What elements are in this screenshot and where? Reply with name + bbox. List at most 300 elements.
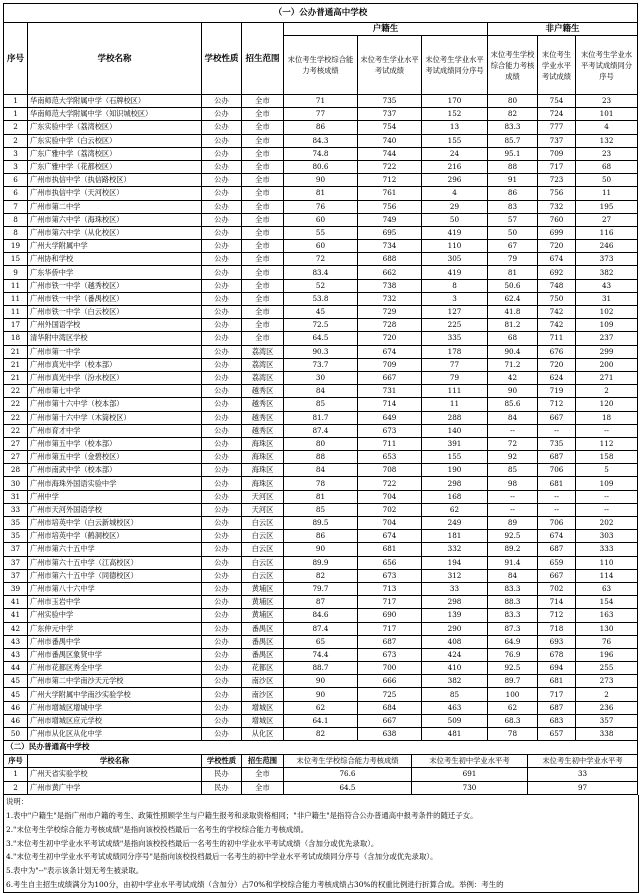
nonhuji-rank-cell: 200 (576, 358, 638, 371)
table-row (4, 226, 638, 239)
school-name-cell: 广州大学附属中学南沙实验学校 (28, 688, 202, 701)
nonhuji-score-cell: 711 (538, 332, 576, 345)
seq-cell: 1 (4, 108, 28, 121)
school-nature-cell: 公办 (202, 226, 242, 239)
huji-comp-cell: 74.4 (284, 648, 358, 661)
school-name-cell: 广州市真光中学（汾水校区） (28, 371, 202, 384)
huji-score-cell: 740 (358, 134, 422, 147)
school-name-cell: 广州市海珠外国语实验中学 (28, 477, 202, 490)
huji-rank-cell: 139 (422, 609, 488, 622)
seq-cell: 37 (4, 543, 28, 556)
table-row (4, 160, 638, 173)
school-nature-cell: 公办 (202, 424, 242, 437)
school-nature-cell: 公办 (202, 371, 242, 384)
school-name-cell: 广州市铁一中学（白云校区） (28, 306, 202, 319)
nonhuji-score-cell: 737 (538, 134, 576, 147)
huji-score-cell: 729 (358, 306, 422, 319)
nonhuji-comp-cell: 67 (488, 240, 538, 253)
school-nature-cell: 公办 (202, 530, 242, 543)
huji-comp-cell: 62 (284, 701, 358, 714)
seq-cell: 41 (4, 609, 28, 622)
public-school-table (3, 3, 638, 741)
huji-comp-cell: 72 (284, 253, 358, 266)
private-header-score: 末位考生初中学业水平考 (412, 754, 528, 768)
school-nature-cell: 公办 (202, 556, 242, 569)
huji-score-cell: 653 (358, 451, 422, 464)
nonhuji-comp-cell: 89 (488, 517, 538, 530)
table-row (4, 582, 638, 595)
table-row (4, 358, 638, 371)
nonhuji-comp-cell: 89.2 (488, 543, 538, 556)
nonhuji-comp-cell: 80 (488, 95, 538, 108)
huji-rank-cell: 190 (422, 464, 488, 477)
nonhuji-score-cell: 702 (538, 582, 576, 595)
huji-comp-cell: 64.5 (284, 332, 358, 345)
huji-score-cell: 674 (358, 345, 422, 358)
school-name-cell: 广州大学附属中学 (28, 240, 202, 253)
enroll-range-cell: 全市 (242, 187, 284, 200)
enroll-range-cell: 全市 (242, 95, 284, 108)
nonhuji-comp-cell: 90.4 (488, 345, 538, 358)
nonhuji-score-cell: 676 (538, 345, 576, 358)
huji-rank-cell: 391 (422, 437, 488, 450)
seq-cell: 15 (4, 253, 28, 266)
school-nature-cell: 公办 (202, 675, 242, 688)
nonhuji-score-cell: 683 (538, 714, 576, 727)
seq-cell: 6 (4, 174, 28, 187)
nonhuji-score-cell: 732 (538, 200, 576, 213)
table-row (4, 648, 638, 661)
huji-comp-cell: 83.4 (284, 266, 358, 279)
school-nature-cell: 公办 (202, 108, 242, 121)
enroll-range-cell: 荔湾区 (242, 345, 284, 358)
nonhuji-rank-cell: 120 (576, 398, 638, 411)
school-name-cell: 广州市培英中学（白云新城校区） (28, 517, 202, 530)
huji-rank-cell: 290 (422, 622, 488, 635)
seq-cell: 11 (4, 306, 28, 319)
huji-rank-cell: 11 (422, 398, 488, 411)
private-section-title: （二）民办普通高中学校 (4, 741, 638, 755)
nonhuji-comp-cell: 78 (488, 728, 538, 741)
huji-score-cell: 674 (358, 530, 422, 543)
school-nature-cell: 公办 (202, 279, 242, 292)
nonhuji-rank-cell: 110 (576, 556, 638, 569)
huji-comp-cell: 53.8 (284, 292, 358, 305)
notes-section (3, 795, 639, 893)
seq-cell: 46 (4, 714, 28, 727)
table-row (4, 675, 638, 688)
huji-comp-cell: 82 (284, 569, 358, 582)
huji-score-cell: 754 (358, 121, 422, 134)
school-nature-cell: 公办 (202, 596, 242, 609)
seq-cell: 27 (4, 437, 28, 450)
huji-rank-cell: 3 (422, 292, 488, 305)
school-name-cell: 广东广雅中学（花都校区） (28, 160, 202, 173)
nonhuji-comp-cell: 88 (488, 160, 538, 173)
seq-cell: 21 (4, 345, 28, 358)
nonhuji-score-cell: 748 (538, 279, 576, 292)
seq-cell: 31 (4, 490, 28, 503)
nonhuji-rank-cell: 299 (576, 345, 638, 358)
huji-score-cell: 687 (358, 635, 422, 648)
enroll-range-cell: 番禺区 (242, 622, 284, 635)
nonhuji-score-cell: 667 (538, 411, 576, 424)
nonhuji-rank-cell: 116 (576, 226, 638, 239)
nonhuji-rank-cell: 202 (576, 517, 638, 530)
huji-score-cell: 649 (358, 411, 422, 424)
huji-comp-cell: 60 (284, 213, 358, 226)
nonhuji-comp-cell: 50 (488, 226, 538, 239)
nonhuji-rank-cell: 5 (576, 464, 638, 477)
huji-comp-cell: 87.4 (284, 424, 358, 437)
nonhuji-rank-cell: 373 (576, 253, 638, 266)
nonhuji-score-cell: 720 (538, 240, 576, 253)
nonhuji-score-cell: -- (538, 503, 576, 516)
nonhuji-rank-cell: 338 (576, 728, 638, 741)
enroll-range-cell: 白云区 (242, 543, 284, 556)
school-nature-cell: 公办 (202, 701, 242, 714)
nonhuji-rank-cell: 63 (576, 582, 638, 595)
nonhuji-comp-cell: 71.2 (488, 358, 538, 371)
nonhuji-comp-cell: 83.3 (488, 609, 538, 622)
school-nature-cell: 公办 (202, 213, 242, 226)
enroll-range-cell: 海珠区 (242, 464, 284, 477)
huji-score-cell: 681 (358, 543, 422, 556)
nonhuji-rank-cell: 2 (576, 688, 638, 701)
table-row (4, 371, 638, 384)
nonhuji-rank-cell: 130 (576, 622, 638, 635)
private-school-name-cell: 广州市黄广中学 (28, 781, 202, 795)
nonhuji-rank-cell: -- (576, 503, 638, 516)
school-name-cell: 广州市花都区秀全中学 (28, 662, 202, 675)
huji-score-cell: 717 (358, 622, 422, 635)
nonhuji-score-cell: 687 (538, 451, 576, 464)
seq-cell: 2 (4, 134, 28, 147)
huji-comp-cell: 73.7 (284, 358, 358, 371)
nonhuji-score-cell: 742 (538, 306, 576, 319)
table-row (4, 530, 638, 543)
school-name-cell: 广州市第六十五中学（同德校区） (28, 569, 202, 582)
table-row (4, 95, 638, 108)
nonhuji-score-cell: 692 (538, 266, 576, 279)
notes-heading: 说明： (6, 797, 29, 807)
table-row (4, 569, 638, 582)
seq-cell: 39 (4, 582, 28, 595)
nonhuji-comp-cell: 92 (488, 451, 538, 464)
huji-score-cell: 673 (358, 569, 422, 582)
seq-cell: 46 (4, 701, 28, 714)
school-nature-cell: 公办 (202, 503, 242, 516)
enroll-range-cell: 全市 (242, 121, 284, 134)
nonhuji-score-cell: 724 (538, 108, 576, 121)
school-name-cell: 广州市第二中学南沙天元学校 (28, 675, 202, 688)
private-score-cell: 730 (412, 781, 528, 795)
private-table-body (4, 768, 638, 795)
nonhuji-score-cell: 742 (538, 319, 576, 332)
nonhuji-rank-cell: 333 (576, 543, 638, 556)
header-huji: 户籍生 (284, 23, 488, 36)
huji-rank-cell: 62 (422, 503, 488, 516)
nonhuji-score-cell: 709 (538, 147, 576, 160)
huji-score-cell: 756 (358, 200, 422, 213)
seq-cell: 50 (4, 728, 28, 741)
huji-rank-cell: 410 (422, 662, 488, 675)
nonhuji-score-cell: 712 (538, 609, 576, 622)
nonhuji-comp-cell: 85.6 (488, 398, 538, 411)
table-row (4, 345, 638, 358)
huji-rank-cell: 298 (422, 477, 488, 490)
huji-score-cell: 714 (358, 398, 422, 411)
private-header-nature: 学校性质 (202, 754, 242, 768)
nonhuji-comp-cell: 68.3 (488, 714, 538, 727)
seq-cell: 30 (4, 477, 28, 490)
huji-rank-cell: 225 (422, 319, 488, 332)
enroll-range-cell: 越秀区 (242, 424, 284, 437)
school-nature-cell: 公办 (202, 437, 242, 450)
table-row (4, 477, 638, 490)
huji-rank-cell: 29 (422, 200, 488, 213)
huji-rank-cell: 8 (422, 279, 488, 292)
nonhuji-comp-cell: 86 (488, 187, 538, 200)
huji-comp-cell: 60 (284, 240, 358, 253)
school-name-cell: 广州市第六中学（海珠校区） (28, 213, 202, 226)
nonhuji-rank-cell: 273 (576, 675, 638, 688)
huji-rank-cell: 24 (422, 147, 488, 160)
nonhuji-comp-cell: 57 (488, 213, 538, 226)
school-name-cell: 广州市育才中学 (28, 424, 202, 437)
table-row (4, 781, 638, 795)
school-nature-cell: 公办 (202, 569, 242, 582)
huji-rank-cell: 463 (422, 701, 488, 714)
school-nature-cell: 公办 (202, 95, 242, 108)
huji-comp-cell: 80 (284, 437, 358, 450)
admission-score-document (3, 3, 637, 893)
school-nature-cell: 公办 (202, 477, 242, 490)
nonhuji-rank-cell: 102 (576, 306, 638, 319)
school-nature-cell: 公办 (202, 714, 242, 727)
huji-score-cell: 713 (358, 582, 422, 595)
school-nature-cell: 公办 (202, 147, 242, 160)
huji-score-cell: 667 (358, 714, 422, 727)
nonhuji-rank-cell: 236 (576, 701, 638, 714)
table-row (4, 332, 638, 345)
table-row (4, 688, 638, 701)
huji-score-cell: 738 (358, 279, 422, 292)
nonhuji-comp-cell: 84 (488, 569, 538, 582)
public-table-body (4, 95, 638, 741)
seq-cell: 22 (4, 424, 28, 437)
huji-comp-cell: 88 (284, 451, 358, 464)
nonhuji-comp-cell: 85 (488, 464, 538, 477)
table-row (4, 464, 638, 477)
nonhuji-score-cell: 667 (538, 569, 576, 582)
note-line: 6.考生自主招生成绩满分为100分，由初中学业水平考试成绩（含加分）占70%和学校综合能力考核成绩占30%的权重比例进行折算合成。举例：考生的 (6, 879, 504, 889)
huji-comp-cell: 74.8 (284, 147, 358, 160)
school-nature-cell: 公办 (202, 688, 242, 701)
nonhuji-score-cell: 718 (538, 622, 576, 635)
huji-rank-cell: 335 (422, 332, 488, 345)
huji-comp-cell: 84 (284, 385, 358, 398)
nonhuji-rank-cell: 76 (576, 635, 638, 648)
header-nonhuji-score: 末位考生学业水平考试成绩 (538, 36, 576, 95)
private-header-rank: 末位考生初中学业水平考 (528, 754, 638, 768)
enroll-range-cell: 番禺区 (242, 635, 284, 648)
note-line: 4."末位考生初中学业水平考试成绩同分序号"是指向该校投档最后一名考生的初中学业水平考试成绩同分序号（含加分或优先录取）。 (6, 852, 438, 862)
seq-cell: 37 (4, 569, 28, 582)
private-seq-cell: 2 (4, 781, 28, 795)
school-nature-cell: 公办 (202, 187, 242, 200)
school-nature-cell: 公办 (202, 358, 242, 371)
enroll-range-cell: 海珠区 (242, 437, 284, 450)
school-name-cell: 广州市铁一中学（番禺校区） (28, 292, 202, 305)
huji-score-cell: 720 (358, 332, 422, 345)
huji-rank-cell: 419 (422, 266, 488, 279)
nonhuji-rank-cell: 27 (576, 213, 638, 226)
table-row (4, 451, 638, 464)
enroll-range-cell: 全市 (242, 332, 284, 345)
private-score-cell: 691 (412, 768, 528, 782)
table-row (4, 319, 638, 332)
nonhuji-score-cell: 681 (538, 675, 576, 688)
school-name-cell: 广东广雅中学（荔湾校区） (28, 147, 202, 160)
nonhuji-score-cell: 687 (538, 701, 576, 714)
huji-score-cell: 749 (358, 213, 422, 226)
school-name-cell: 广州市第二中学 (28, 200, 202, 213)
seq-cell: 35 (4, 517, 28, 530)
header-seq: 序号 (4, 23, 28, 95)
huji-score-cell: 690 (358, 609, 422, 622)
table-row (4, 768, 638, 782)
huji-rank-cell: 33 (422, 582, 488, 595)
table-row (4, 490, 638, 503)
enroll-range-cell: 全市 (242, 147, 284, 160)
table-row (4, 556, 638, 569)
nonhuji-rank-cell: 18 (576, 411, 638, 424)
school-nature-cell: 公办 (202, 292, 242, 305)
table-row (4, 714, 638, 727)
nonhuji-rank-cell: 23 (576, 147, 638, 160)
huji-comp-cell: 89.9 (284, 556, 358, 569)
nonhuji-score-cell: 714 (538, 596, 576, 609)
nonhuji-comp-cell: 100 (488, 688, 538, 701)
enroll-range-cell: 花都区 (242, 662, 284, 675)
huji-score-cell: 731 (358, 385, 422, 398)
table-row (4, 213, 638, 226)
nonhuji-rank-cell: 109 (576, 477, 638, 490)
seq-cell: 17 (4, 319, 28, 332)
huji-score-cell: 728 (358, 319, 422, 332)
private-enroll-range-cell: 全市 (242, 781, 284, 795)
nonhuji-comp-cell: 76.9 (488, 648, 538, 661)
private-header-school: 学校名称 (28, 754, 202, 768)
enroll-range-cell: 荔湾区 (242, 371, 284, 384)
huji-rank-cell: 216 (422, 160, 488, 173)
school-name-cell: 广州市第十六中学（校本部） (28, 398, 202, 411)
seq-cell: 42 (4, 622, 28, 635)
school-name-cell: 广州市第八十六中学 (28, 582, 202, 595)
huji-comp-cell: 85 (284, 398, 358, 411)
private-enroll-range-cell: 全市 (242, 768, 284, 782)
school-nature-cell: 公办 (202, 662, 242, 675)
nonhuji-comp-cell: 68 (488, 332, 538, 345)
huji-score-cell: 704 (358, 517, 422, 530)
huji-score-cell: 725 (358, 688, 422, 701)
huji-score-cell: 732 (358, 292, 422, 305)
huji-score-cell: 667 (358, 371, 422, 384)
nonhuji-comp-cell: 72 (488, 437, 538, 450)
seq-cell: 1 (4, 95, 28, 108)
enroll-range-cell: 全市 (242, 200, 284, 213)
seq-cell: 3 (4, 160, 28, 173)
school-nature-cell: 公办 (202, 622, 242, 635)
school-name-cell: 广州市真光中学（校本部） (28, 358, 202, 371)
nonhuji-comp-cell: -- (488, 503, 538, 516)
nonhuji-comp-cell: 81.2 (488, 319, 538, 332)
school-name-cell: 广东实验中学（白云校区） (28, 134, 202, 147)
nonhuji-score-cell: -- (538, 424, 576, 437)
enroll-range-cell: 番禺区 (242, 648, 284, 661)
school-nature-cell: 公办 (202, 648, 242, 661)
nonhuji-score-cell: 719 (538, 385, 576, 398)
private-header-range: 招生范围 (242, 754, 284, 768)
school-nature-cell: 公办 (202, 451, 242, 464)
nonhuji-rank-cell: 2 (576, 385, 638, 398)
nonhuji-score-cell: 754 (538, 95, 576, 108)
huji-comp-cell: 80.6 (284, 160, 358, 173)
table-row (4, 437, 638, 450)
table-row (4, 253, 638, 266)
huji-comp-cell: 86 (284, 530, 358, 543)
seq-cell: 2 (4, 121, 28, 134)
huji-rank-cell: 312 (422, 569, 488, 582)
nonhuji-comp-cell: 82 (488, 108, 538, 121)
huji-rank-cell: 408 (422, 635, 488, 648)
table-row (4, 424, 638, 437)
private-school-table (3, 740, 638, 795)
nonhuji-comp-cell: 62 (488, 701, 538, 714)
huji-rank-cell: 481 (422, 728, 488, 741)
huji-rank-cell: 79 (422, 371, 488, 384)
school-name-cell: 广州市第六十五中学 (28, 543, 202, 556)
nonhuji-comp-cell: 98 (488, 477, 538, 490)
huji-comp-cell: 84.6 (284, 609, 358, 622)
nonhuji-score-cell: 717 (538, 160, 576, 173)
huji-comp-cell: 86 (284, 121, 358, 134)
nonhuji-comp-cell: 79 (488, 253, 538, 266)
nonhuji-rank-cell: 132 (576, 134, 638, 147)
private-rank-cell: 97 (528, 781, 638, 795)
seq-cell: 28 (4, 464, 28, 477)
huji-rank-cell: 77 (422, 358, 488, 371)
school-name-cell: 广东仲元中学 (28, 622, 202, 635)
seq-cell: 11 (4, 279, 28, 292)
huji-rank-cell: 140 (422, 424, 488, 437)
nonhuji-score-cell: 678 (538, 648, 576, 661)
table-row (4, 187, 638, 200)
table-row (4, 398, 638, 411)
nonhuji-comp-cell: 95.1 (488, 147, 538, 160)
nonhuji-rank-cell: 114 (576, 569, 638, 582)
table-row (4, 622, 638, 635)
seq-cell: 44 (4, 662, 28, 675)
school-nature-cell: 公办 (202, 174, 242, 187)
huji-rank-cell: 178 (422, 345, 488, 358)
school-name-cell: 广州中学 (28, 490, 202, 503)
school-name-cell: 广州市南武中学（校本部） (28, 464, 202, 477)
nonhuji-comp-cell: 85.7 (488, 134, 538, 147)
seq-cell: 21 (4, 358, 28, 371)
huji-rank-cell: 111 (422, 385, 488, 398)
